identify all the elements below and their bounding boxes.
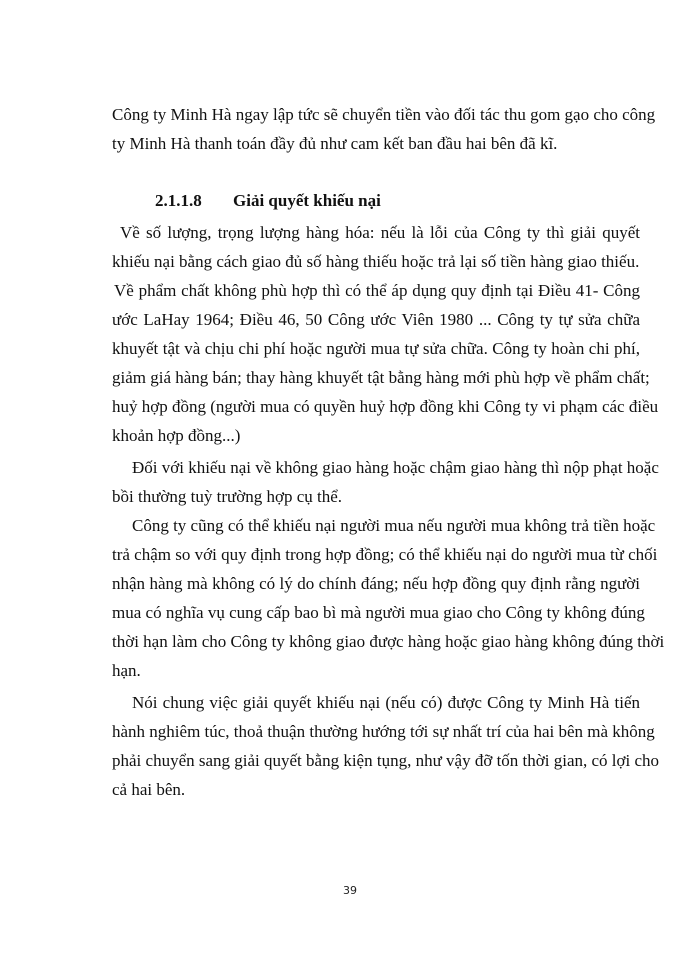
text-line: Về phẩm chất không phù hợp thì có thể áp dụng quy định tại Điều 41- Công — [114, 281, 640, 300]
text-line: Nói chung việc giải quyết khiếu nại (nếu có) được Công ty Minh Hà tiến — [132, 693, 640, 712]
text-line: mua có nghĩa vụ cung cấp bao bì mà người mua giao cho Công ty không đúng — [112, 603, 645, 622]
text-line: phải chuyển sang giải quyết bằng kiện tụng, như vậy đỡ tốn thời gian, có lợi cho — [112, 751, 660, 770]
paragraph-buyer-claims — [112, 511, 665, 685]
text-line: Đối với khiếu nại về không giao hàng hoặc chậm giao hàng thì nộp phạt hoặc — [132, 458, 659, 477]
page-number: 39 — [343, 884, 357, 897]
paragraph-quantity — [112, 218, 640, 276]
section-title: Giải quyết khiếu nại — [233, 191, 381, 210]
paragraph-delivery — [112, 453, 659, 511]
text-line: nhận hàng mà không có lý do chính đáng; nếu hợp đồng quy định rằng người — [112, 574, 640, 593]
text-line: khiếu nại bằng cách giao đủ số hàng thiếu hoặc trả lại số tiền hàng giao thiếu. — [112, 252, 640, 271]
section-heading — [155, 190, 381, 212]
section-number: 2.1.1.8 — [155, 191, 202, 210]
text-line: khoản hợp đồng...) — [112, 426, 241, 445]
text-line: trả chậm so với quy định trong hợp đồng; có thể khiếu nại do người mua từ chối — [112, 545, 658, 564]
text-line: hành nghiêm túc, thoả thuận thường hướng tới sự nhất trí của hai bên mà không — [112, 722, 655, 741]
text-line: huỷ hợp đồng (người mua có quyền huỷ hợp đồng khi Công ty vi phạm các điều — [112, 397, 659, 416]
paragraph-intro — [112, 100, 656, 158]
text-line: khuyết tật và chịu chi phí hoặc người mua tự sửa chữa. Công ty hoàn chi phí, — [112, 339, 640, 358]
text-line: Công ty Minh Hà ngay lập tức sẽ chuyển tiền vào đối tác thu gom gạo cho công — [112, 105, 656, 124]
text-line: hạn. — [112, 661, 141, 680]
text-line: ty Minh Hà thanh toán đầy đủ như cam kết ban đầu hai bên đã kĩ. — [112, 134, 558, 153]
text-line: giảm giá hàng bán; thay hàng khuyết tật bằng hàng mới phù hợp về phẩm chất; — [112, 368, 650, 387]
text-line: Về số lượng, trọng lượng hàng hóa: nếu là lỗi của Công ty thì giải quyết — [120, 223, 640, 242]
text-line: bồi thường tuỳ trường hợp cụ thể. — [112, 487, 343, 506]
paragraph-conclusion — [112, 688, 660, 804]
paragraph-quality — [112, 276, 659, 450]
text-line: ước LaHay 1964; Điều 46, 50 Công ước Viên 1980 ... Công ty tự sửa chữa — [112, 310, 640, 329]
text-line: thời hạn làm cho Công ty không giao được hàng hoặc giao hàng không đúng thời — [112, 632, 665, 651]
text-line: cả hai bên. — [112, 780, 186, 799]
text-line: Công ty cũng có thể khiếu nại người mua nếu người mua không trả tiền hoặc — [132, 516, 656, 535]
